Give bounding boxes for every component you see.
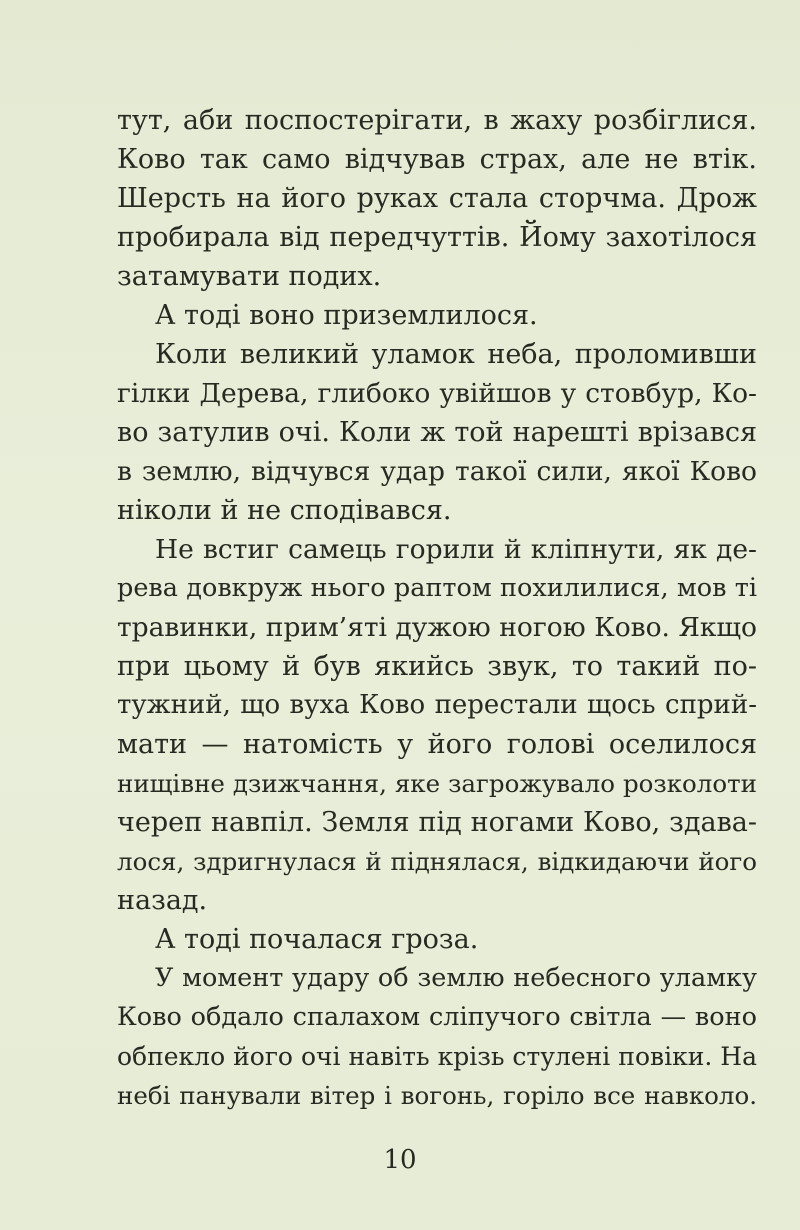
text-line: Не встиг самець горили й кліпнути, як де- [155, 534, 757, 565]
text-line: назад. [117, 885, 208, 916]
text-line: мати — натомість у його голові оселилося [117, 729, 757, 760]
text-line: травинки, прим’яті дужою ногою Ково. Якщо [117, 612, 757, 643]
text-line: тут, аби поспостерігати, в жаху розбіглися. [117, 105, 757, 136]
text-line: У момент удару об землю небесного уламку [155, 963, 757, 993]
text-line: при цьому й був якийсь звук, то такий по- [117, 651, 757, 682]
body-text [117, 101, 757, 1115]
text-line: нищівне дзижчання, яке загрожувало розколоти [117, 769, 757, 798]
text-line: Шерсть на його руках стала сторчма. Дрож [117, 183, 757, 214]
text-line: во затулив очі. Коли ж той нарешті врізався [117, 417, 757, 448]
text-line: небі панували вітер і вогонь, горіло все навколо. [117, 1081, 757, 1110]
text-line: Коли великий уламок неба, проломивши [155, 339, 757, 370]
text-line: обпекло його очі навіть крізь стулені повіки. На [117, 1042, 757, 1071]
text-line: рева довкруж нього раптом похилилися, мов ті [117, 573, 757, 603]
text-line: лося, здригнулася й піднялася, відкидаючи його [117, 847, 757, 876]
text-line: пробирала від передчуттів. Йому захотілося [117, 222, 757, 253]
text-line: тужний, що вуха Ково перестали щось сприй- [117, 690, 757, 720]
text-line: гілки Дерева, глибоко увійшов у стовбур, Ко- [117, 378, 757, 409]
text-line: череп навпіл. Земля під ногами Ково, здава- [117, 807, 757, 838]
text-line: ніколи й не сподівався. [117, 495, 452, 526]
page-number: 10 [383, 1145, 417, 1175]
text-line: А тоді почалася гроза. [155, 924, 479, 955]
text-line: Ково так само відчував страх, але не втік. [117, 144, 757, 175]
text-line: затамувати подих. [117, 261, 382, 292]
text-line: Ково обдало спалахом сліпучого світла — воно [117, 1002, 757, 1032]
text-line: в землю, відчувся удар такої сили, якої Ково [117, 456, 757, 487]
text-line: А тоді воно приземлилося. [155, 300, 538, 331]
